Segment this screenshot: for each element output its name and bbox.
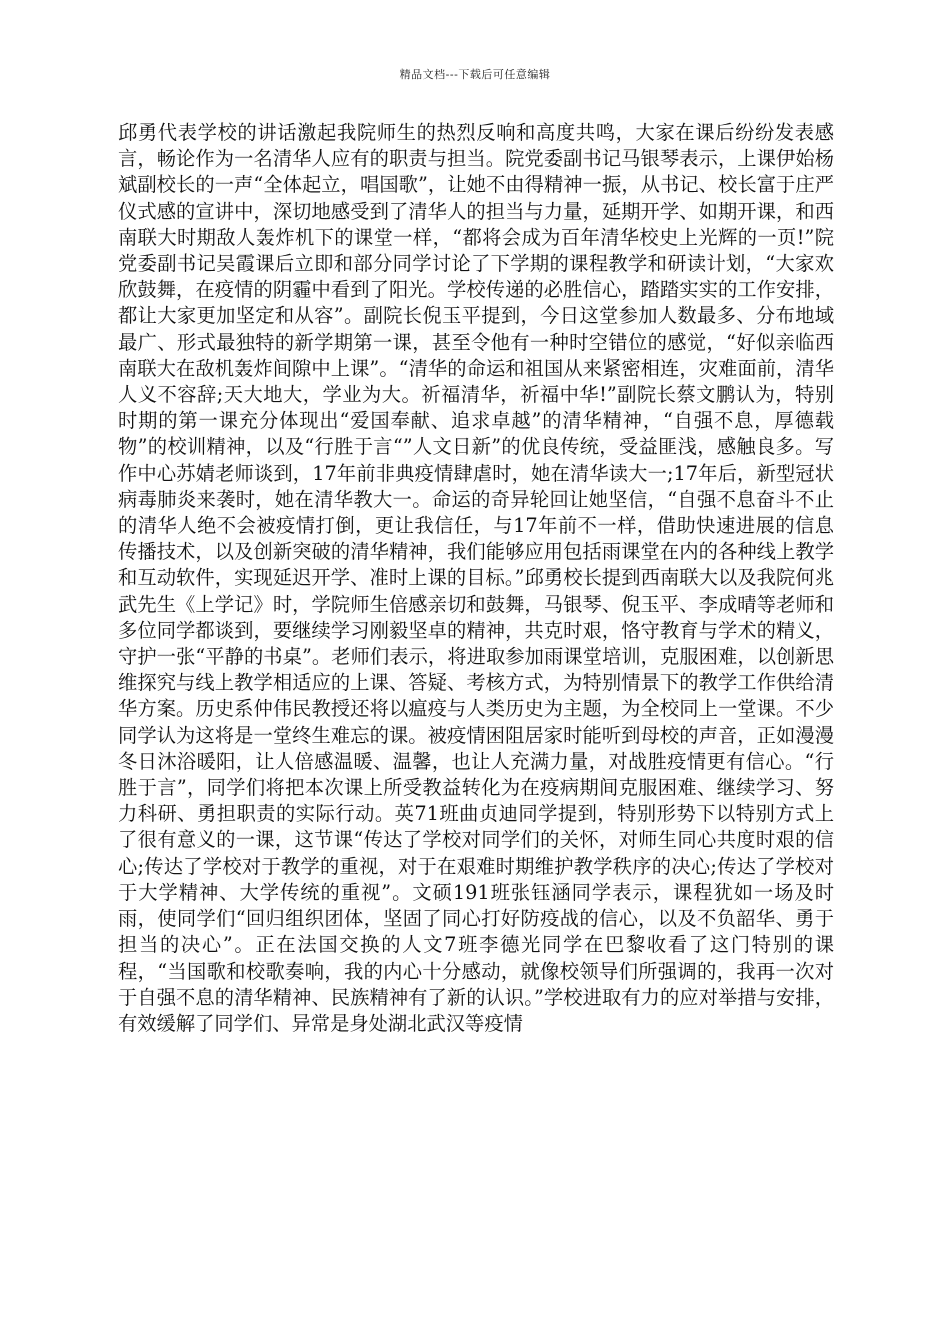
body-paragraph: 邱勇代表学校的讲话激起我院师生的热烈反响和高度共鸣，大家在课后纷纷发表感言，畅论作为一名清华人应有的职责与担当。院党委副书记马银琴表示，上课伊始杨斌副校长的一声“全体起立，唱国歌”，让她不由得精神一振，从书记、校长富于庄严仪式感的宣讲中，深切地感受到了清华人的担当与力量，延期开学、如期开课，和西南联大时期敌人轰炸机下的课堂一样，“都将会成为百年清华校史上光辉的一页!”院党委副书记吴霞课后立即和部分同学讨论了下学期的课程教学和研读计划，“大家欢欣鼓舞，在疫情的阴霾中看到了阳光。学校传递的必胜信心，踏踏实实的工作安排，都让大家更加坚定和从容”。副院长倪玉平提到，今日这堂参加人数最多、分布地域最广、形式最独特的新学期第一课，甚至令他有一种时空错位的感觉，“好似亲临西南联大在敌机轰炸间隙中上课”。“清华的命运和祖国从来紧密相连，灾难面前，清华人义不容辞;天大地大，学业为大。祈福清华，祈福中华!”副院长蔡文鹏认为，特别时期的第一课充分体现出“爱国奉献、追求卓越”的清华精神，“自强不息，厚德载物”的校训精神，以及“行胜于言“”人文日新”的优良传统，受益匪浅，感触良多。写作中心苏婧老师谈到，17年前非典疫情肆虐时，她在清华读大一;17年后，新型冠状病毒肺炎来袭时，她在清华教大一。命运的奇异轮回让她坚信，“自强不息奋斗不止的清华人绝不会被疫情打倒，更让我信任，与17年前不一样，借助快速进展的信息传播技术，以及创新突破的清华精神，我们能够应用包括雨课堂在内的各种线上教学和互动软件，实现延迟开学、准时上课的目标。”邱勇校长提到西南联大以及我院何兆武先生《上学记》时，学院师生倍感亲切和鼓舞，马银琴、倪玉平、李成晴等老师和多位同学都谈到，要继续学习刚毅坚卓的精神，共克时艰，恪守教育与学术的精义，守护一张“平静的书桌”。老师们表示，将进取参加雨课堂培训，克服困难，以创新思维探究与线上教学相适应的上课、答疑、考核方式，为特别情景下的教学工作供给清华方案。历史系仲伟民教授还将以瘟疫与人类历史为主题，为全校同上一堂课。不少同学认为这将是一堂终生难忘的课。被疫情困阻居家时能听到母校的声音，正如漫漫冬日沐浴暖阳，让人倍感温暖、温馨，也让人充满力量，对战胜疫情更有信心。“行胜于言”，同学们将把本次课上所受教益转化为在疫病期间克服困难、继续学习、努力科研、勇担职责的实际行动。英71班曲贞迪同学提到，特别形势下以特别方式上了很有意义的一课，这节课“传达了学校对同学们的关怀，对师生同心共度时艰的信心;传达了学校对于教学的重视，对于在艰难时期维护教学秩序的决心;传达了学校对于大学精神、大学传统的重视”。文硕191班张钰涵同学表示，课程犹如一场及时雨，使同学们“回归组织团体，坚固了同心打好防疫战的信心，以及不负韶华、勇于担当的决心”。正在法国交换的人文7班李德光同学在巴黎收看了这门特别的课程，“当国歌和校歌奏响，我的内心十分感动，就像校领导们所强调的，我再一次对于自强不息的清华精神、民族精神有了新的认识。”学校进取有力的应对举措与安排，有效缓解了同学们、异常是身处湖北武汉等疫情 (118, 121, 834, 1035)
page-header: 精品文档---下载后可任意编辑 (399, 68, 551, 81)
